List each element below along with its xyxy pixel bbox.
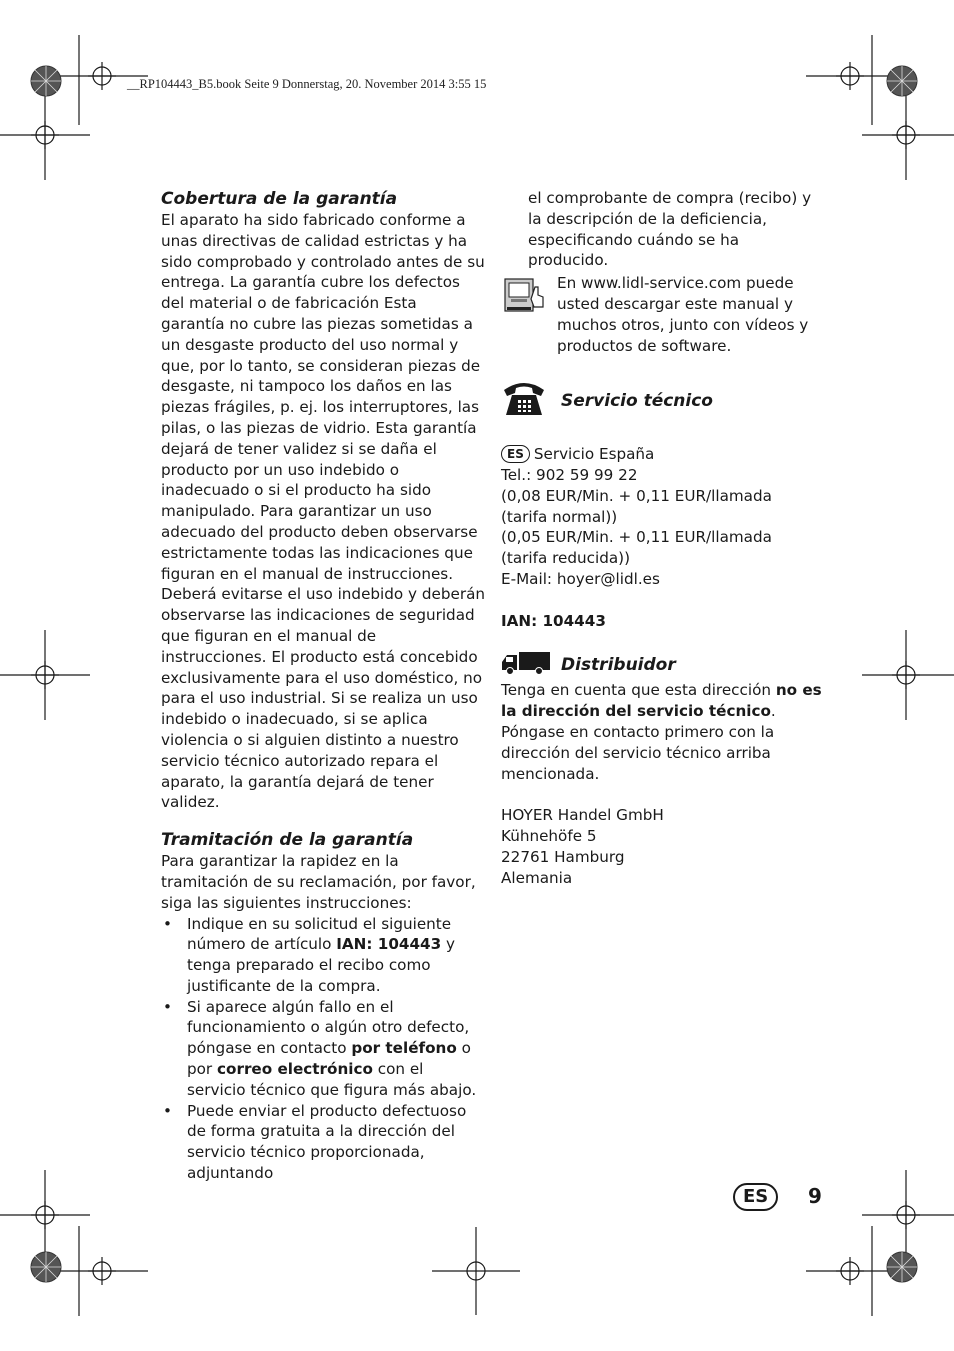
coverage-text: El aparato ha sido fabricado conforme a unas directivas de calidad estrictas y ha sido comprobado y controlado antes de su entrega. La garantía cubre los defectos del material o de fabricación Esta garantía no cubre las piezas sometidas a un desgaste producto del uso normal y que, por lo tanto, se consideran piezas de desgaste, ni tampoco los daños en las piezas frágiles, p. ej. los interruptores, las pilas, o las piezas de vidrio. Esta garantía dejará de tener validez si se daña el producto por un uso indebido o inadecuado o si el producto ha sido manipulado. Para garantizar un uso adecuado del producto deben observarse estrictamente todas las indicaciones que figuran en el manual de instrucciones. Deberá evitarse el uso indebido y deberán observarse las indicaciones de seguridad que figuran en el manual de instrucciones. El producto está concebido exclusivamente para el uso doméstico, no para el uso industrial. Si se realiza un uso indebido o inadecuado, si se aplica violencia o si alguien distinto a nuestro servicio técnico autorizado repara el aparato, la garantía dejará de tener validez. <box>161 211 486 812</box>
country-badge: ES <box>501 445 530 463</box>
address-city: 22761 Hamburg <box>501 847 625 866</box>
distributor-heading: Distribuidor <box>561 655 676 676</box>
rate-normal: (0,08 EUR/Min. + 0,11 EUR/llamada <box>501 486 772 505</box>
address-street: Kühnehöfe 5 <box>501 827 597 846</box>
list-item: • Si aparece algún fallo en el funcionamiento o algún otro defecto, póngase en contacto por teléfono o por correo electrónico con el servicio técnico que figura más abajo. <box>161 997 485 1101</box>
bullet-continuation: el comprobante de compra (recibo) y la descripción de la deficiencia, especificando cuándo se ha producido. <box>528 189 812 270</box>
service-heading: Servicio técnico <box>561 391 713 412</box>
address-company: HOYER Handel GmbH <box>501 806 664 825</box>
rate-normal-label: (tarifa normal)) <box>501 507 618 526</box>
service-phone: Tel.: 902 59 99 22 <box>501 465 638 484</box>
address-country: Alemania <box>501 868 573 887</box>
right-column <box>501 188 823 889</box>
rate-reduced-label: (tarifa reducida)) <box>501 549 631 568</box>
processing-heading: Tramitación de la garantía <box>161 830 414 851</box>
left-column <box>161 188 485 1184</box>
list-item: • Indique en su solicitud el siguiente número de artículo IAN: 104443 y tenga preparado el recibo como justificante de la compra. <box>161 914 485 997</box>
print-slug: __RP104443_B5.book Seite 9 Donnerstag, 20. November 2014 3:55 15 <box>127 77 487 91</box>
language-badge: ES <box>733 1183 778 1211</box>
coverage-heading: Cobertura de la garantía <box>161 189 398 209</box>
download-note <box>501 273 823 356</box>
list-item: • Puede enviar el producto defectuoso de forma gratuita a la dirección del servicio técnico proporcionada, adjuntando <box>161 1101 485 1184</box>
service-email: E-Mail: hoyer@lidl.es <box>501 569 660 588</box>
download-manual-icon <box>501 273 557 323</box>
distributor-address <box>501 805 823 888</box>
truck-icon <box>501 651 561 681</box>
telephone-icon <box>501 378 561 424</box>
ian-number: IAN: 104443 <box>501 611 606 630</box>
distributor-header <box>501 651 823 681</box>
page-number: 9 <box>808 1184 822 1208</box>
service-header <box>501 378 823 424</box>
instructions-list <box>161 914 485 1184</box>
rate-reduced: (0,05 EUR/Min. + 0,11 EUR/llamada <box>501 528 772 547</box>
processing-intro: Para garantizar la rapidez en la tramitación de su reclamación, por favor, siga las siguientes instrucciones: <box>161 852 476 912</box>
distributor-note: Tenga en cuenta que esta dirección no es la dirección del servicio técnico. Póngase en contacto primero con la dirección del servicio técnico arriba mencionada. <box>501 681 822 783</box>
download-text: En www.lidl-service.com puede usted descargar este manual y muchos otros, junto con vídeos y productos de software. <box>557 274 809 355</box>
service-contact <box>501 444 823 590</box>
service-country: Servicio España <box>533 445 655 464</box>
